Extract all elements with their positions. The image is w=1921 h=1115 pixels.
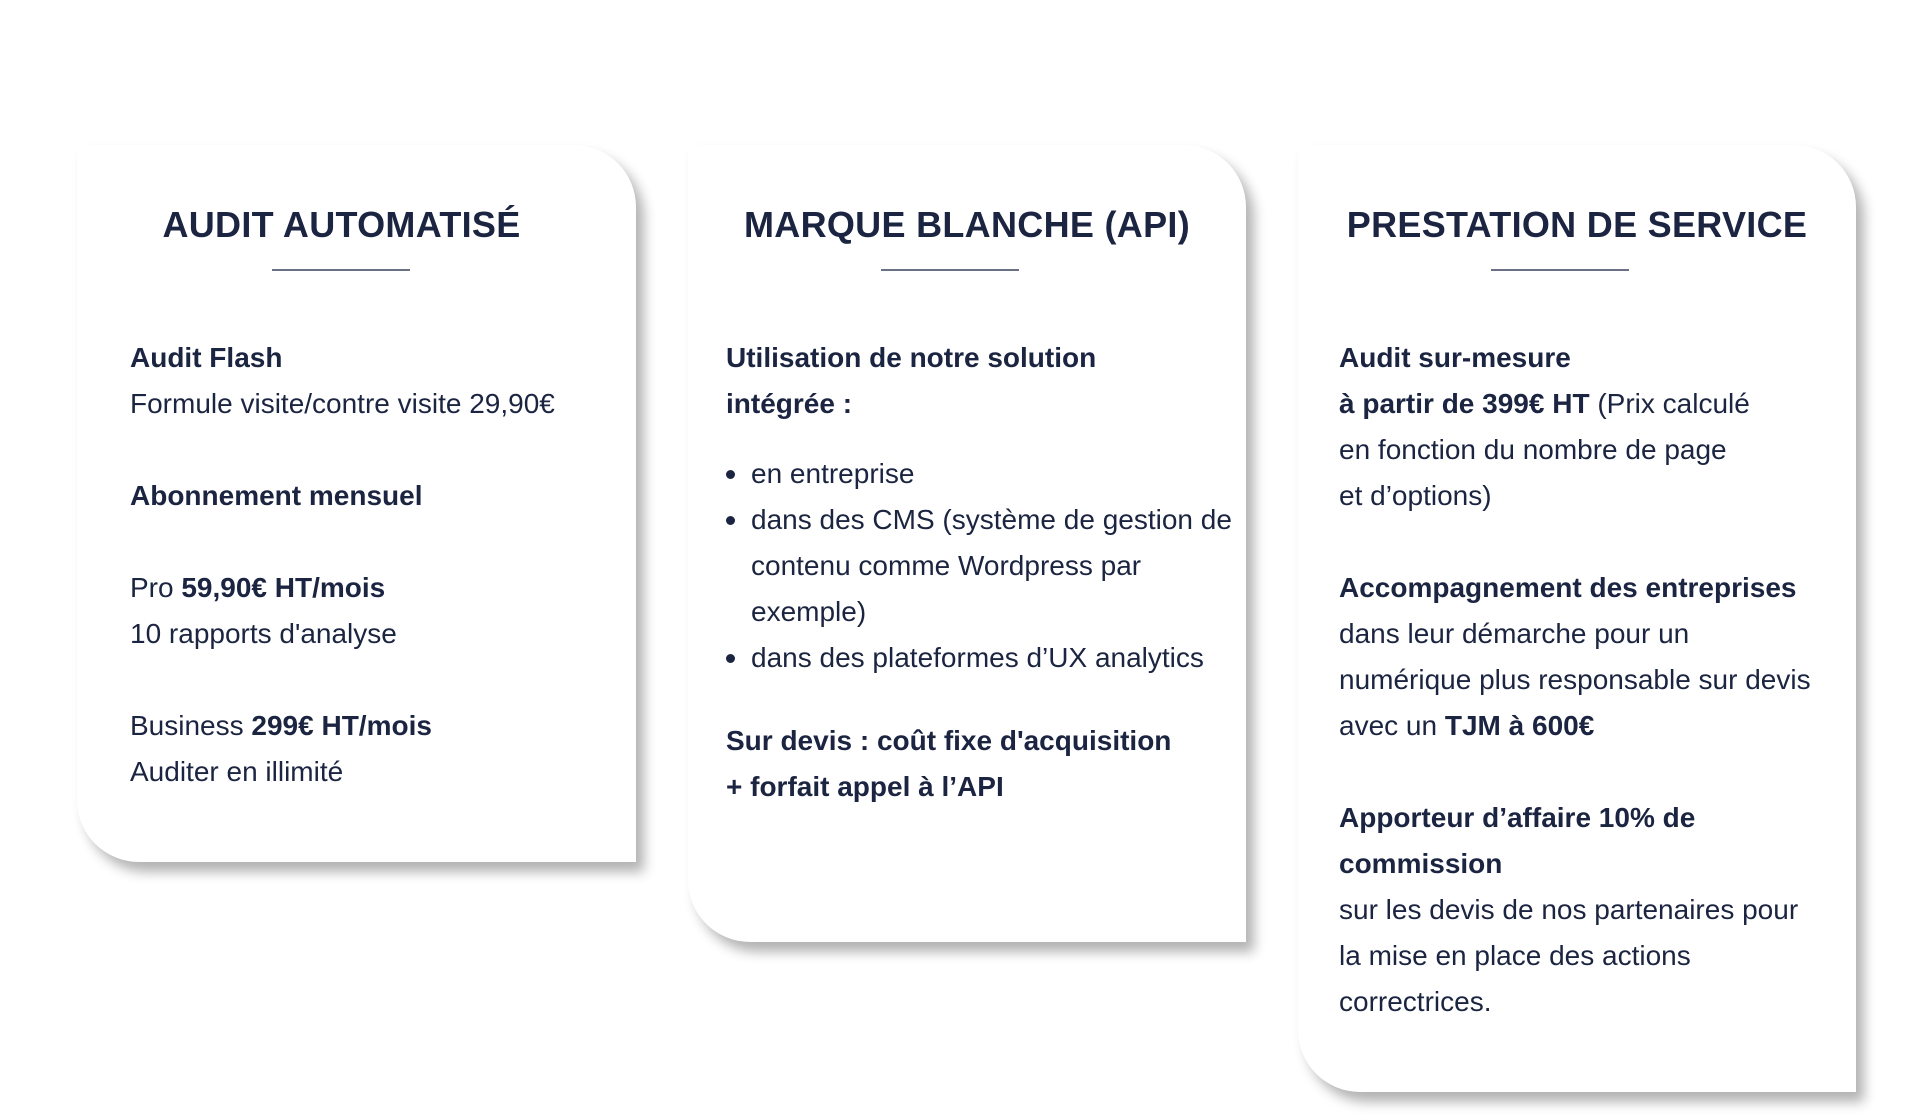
pro-label: Pro — [130, 572, 182, 603]
business-description: Auditer en illimité — [130, 756, 344, 787]
referral-desc-1: sur les devis de nos partenaires pour — [1339, 894, 1799, 925]
intro-line-1: Utilisation de notre solution — [726, 342, 1097, 373]
custom-audit-note-2: en fonction du nombre de page — [1339, 434, 1727, 465]
support-daily-rate: TJM à 600€ — [1444, 710, 1595, 741]
title-divider — [272, 269, 410, 271]
list-item: dans des plateformes d’UX analytics — [726, 635, 1236, 681]
referral-desc-3: correctrices. — [1339, 986, 1492, 1017]
pro-plan-line — [130, 565, 626, 611]
title-divider — [881, 269, 1019, 271]
support-line-1: dans leur démarche pour un — [1339, 618, 1690, 649]
support-line-3 — [1339, 703, 1846, 749]
list-item: dans des CMS (système de gestion de contenu comme Wordpress par exemple) — [726, 497, 1236, 635]
referral-desc-2: la mise en place des actions — [1339, 940, 1691, 971]
pro-description: 10 rapports d'analyse — [130, 618, 397, 649]
intro-line-2: intégrée : — [726, 388, 853, 419]
custom-audit-note-3: et d’options) — [1339, 480, 1492, 511]
support-title: Accompagnement des entreprises — [1339, 572, 1797, 603]
support-prefix: avec un — [1339, 710, 1445, 741]
card-body — [726, 335, 1236, 810]
referral-title-1: Apporteur d’affaire 10% de — [1339, 802, 1696, 833]
monthly-subscription-title: Abonnement mensuel — [130, 480, 423, 511]
audit-flash-title: Audit Flash — [130, 342, 283, 373]
card-body — [1339, 335, 1846, 1025]
pricing-card-white-label-api — [688, 145, 1246, 942]
list-item: en entreprise — [726, 451, 1236, 497]
business-label: Business — [130, 710, 252, 741]
pricing-card-automated-audit — [77, 145, 636, 862]
custom-audit-title: Audit sur-mesure — [1339, 342, 1571, 373]
business-price: 299€ HT/mois — [251, 710, 432, 741]
business-plan-line — [130, 703, 626, 749]
card-title: PRESTATION DE SERVICE — [1346, 204, 1808, 245]
pro-price: 59,90€ HT/mois — [181, 572, 386, 603]
custom-audit-price: à partir de 399€ HT — [1339, 388, 1590, 419]
custom-audit-price-line — [1339, 381, 1846, 427]
referral-title-2: commission — [1339, 848, 1503, 879]
title-divider — [1491, 269, 1629, 271]
pricing-card-service — [1298, 145, 1856, 1092]
card-title: MARQUE BLANCHE (API) — [744, 204, 1190, 245]
quote-line-2: + forfait appel à l’API — [726, 771, 1004, 802]
card-title: AUDIT AUTOMATISÉ — [162, 204, 521, 245]
support-line-2: numérique plus responsable sur devis — [1339, 664, 1811, 695]
audit-flash-text: Formule visite/contre visite 29,90€ — [130, 388, 555, 419]
usage-list — [726, 451, 1236, 681]
custom-audit-note: (Prix calculé — [1589, 388, 1750, 419]
quote-line-1: Sur devis : coût fixe d'acquisition — [726, 725, 1172, 756]
card-body — [130, 335, 626, 795]
